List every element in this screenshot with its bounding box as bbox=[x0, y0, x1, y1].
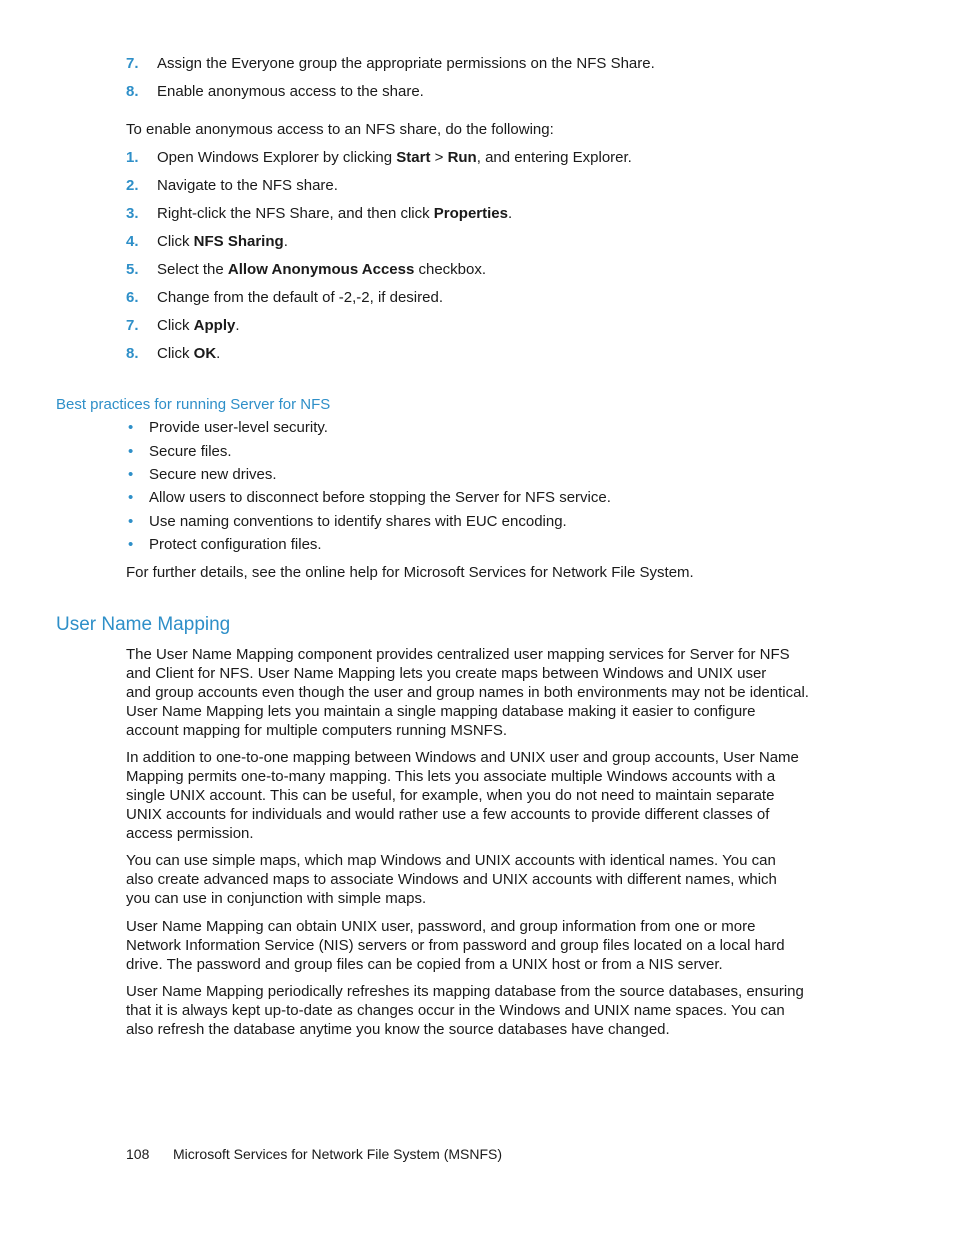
step-text: Assign the Everyone group the appropriate permissions on the NFS Share. bbox=[157, 55, 655, 72]
step-text: Navigate to the NFS share. bbox=[157, 177, 338, 194]
paragraph: The User Name Mapping component provides centralized user mapping services for Server for NFS and Client for NFS. User Name Mapping lets you create maps between Windows and UNIX user and group accounts even though the user and group names in both environments may not be identical. User Name Mapping lets you maintain a single mapping database making it easier to configure account mapping for multiple computers running MSNFS. bbox=[126, 646, 809, 739]
ui-term: OK bbox=[193, 345, 217, 362]
step-number: 8. bbox=[126, 345, 139, 362]
ui-term: Allow Anonymous Access bbox=[227, 261, 415, 278]
paragraph: In addition to one-to-one mapping between Windows and UNIX user and group accounts, User Name Mapping permits one-to-many mapping. This lets you associate multiple Windows accounts with a single UNIX account. This can be useful, for example, when you do not need to maintain separate UNIX accounts for individuals and would rather use a few accounts to provide different classes of access permission. bbox=[126, 749, 799, 842]
list-item-text: Use naming conventions to identify shares with EUC encoding. bbox=[149, 513, 567, 530]
best-practices-heading: Best practices for running Server for NFS bbox=[56, 396, 331, 413]
list-item-text: Protect configuration files. bbox=[149, 536, 322, 553]
step-number: 7. bbox=[126, 317, 139, 334]
bullet-icon: • bbox=[128, 466, 134, 483]
ui-term: Start bbox=[396, 149, 431, 166]
bullet-icon: • bbox=[128, 513, 134, 530]
list-item-text: Provide user-level security. bbox=[149, 419, 328, 436]
further-details: For further details, see the online help for Microsoft Services for Network File System. bbox=[126, 564, 694, 581]
ui-term: Apply bbox=[193, 317, 236, 334]
step-text: Open Windows Explorer by clicking Start > Run, and entering Explorer. bbox=[157, 149, 632, 166]
step-text: Click OK. bbox=[157, 345, 221, 362]
list-item-text: Secure new drives. bbox=[149, 466, 277, 483]
paragraph: You can use simple maps, which map Windows and UNIX accounts with identical names. You can also create advanced maps to associate Windows and UNIX accounts with different names, which you can use in conjunction with simple maps. bbox=[126, 852, 777, 907]
step-text: Right-click the NFS Share, and then click Properties. bbox=[157, 205, 513, 222]
step-number: 1. bbox=[126, 149, 139, 166]
step-number: 2. bbox=[126, 177, 139, 194]
bullet-icon: • bbox=[128, 536, 134, 553]
step-text: Change from the default of -2,-2, if desired. bbox=[157, 289, 443, 306]
ui-term: NFS Sharing bbox=[193, 233, 284, 250]
step-number: 8. bbox=[126, 83, 139, 100]
paragraph: User Name Mapping periodically refreshes its mapping database from the source databases, ensuring that it is always kept up-to-date as changes occur in the Windows and UNIX name spaces. You can also refresh the database anytime you know the source databases have changed. bbox=[126, 983, 804, 1038]
step-number: 4. bbox=[126, 233, 139, 250]
step-text: Click NFS Sharing. bbox=[157, 233, 288, 250]
paragraph: User Name Mapping can obtain UNIX user, password, and group information from one or more Network Information Service (NIS) servers or from password and group files located on a local hard drive. The password and group files can be copied from a UNIX host or from a NIS server. bbox=[126, 918, 785, 973]
step-number: 7. bbox=[126, 55, 139, 72]
bullet-icon: • bbox=[128, 443, 134, 460]
section-title: User Name Mapping bbox=[56, 614, 231, 635]
ui-term: Properties bbox=[433, 205, 508, 222]
footer-chapter-title: Microsoft Services for Network File System (MSNFS) bbox=[173, 1146, 503, 1162]
anon-intro: To enable anonymous access to an NFS share, do the following: bbox=[126, 121, 554, 138]
list-item-text: Allow users to disconnect before stopping the Server for NFS service. bbox=[149, 489, 611, 506]
step-number: 6. bbox=[126, 289, 139, 306]
step-text: Enable anonymous access to the share. bbox=[157, 83, 424, 100]
bullet-icon: • bbox=[128, 489, 134, 506]
ui-term: Run bbox=[447, 149, 477, 166]
list-item-text: Secure files. bbox=[149, 443, 232, 460]
step-number: 5. bbox=[126, 261, 139, 278]
step-text: Click Apply. bbox=[157, 317, 240, 334]
page-number: 108 bbox=[126, 1146, 150, 1162]
step-number: 3. bbox=[126, 205, 139, 222]
bullet-icon: • bbox=[128, 419, 134, 436]
step-text: Select the Allow Anonymous Access checkbox. bbox=[157, 261, 487, 278]
